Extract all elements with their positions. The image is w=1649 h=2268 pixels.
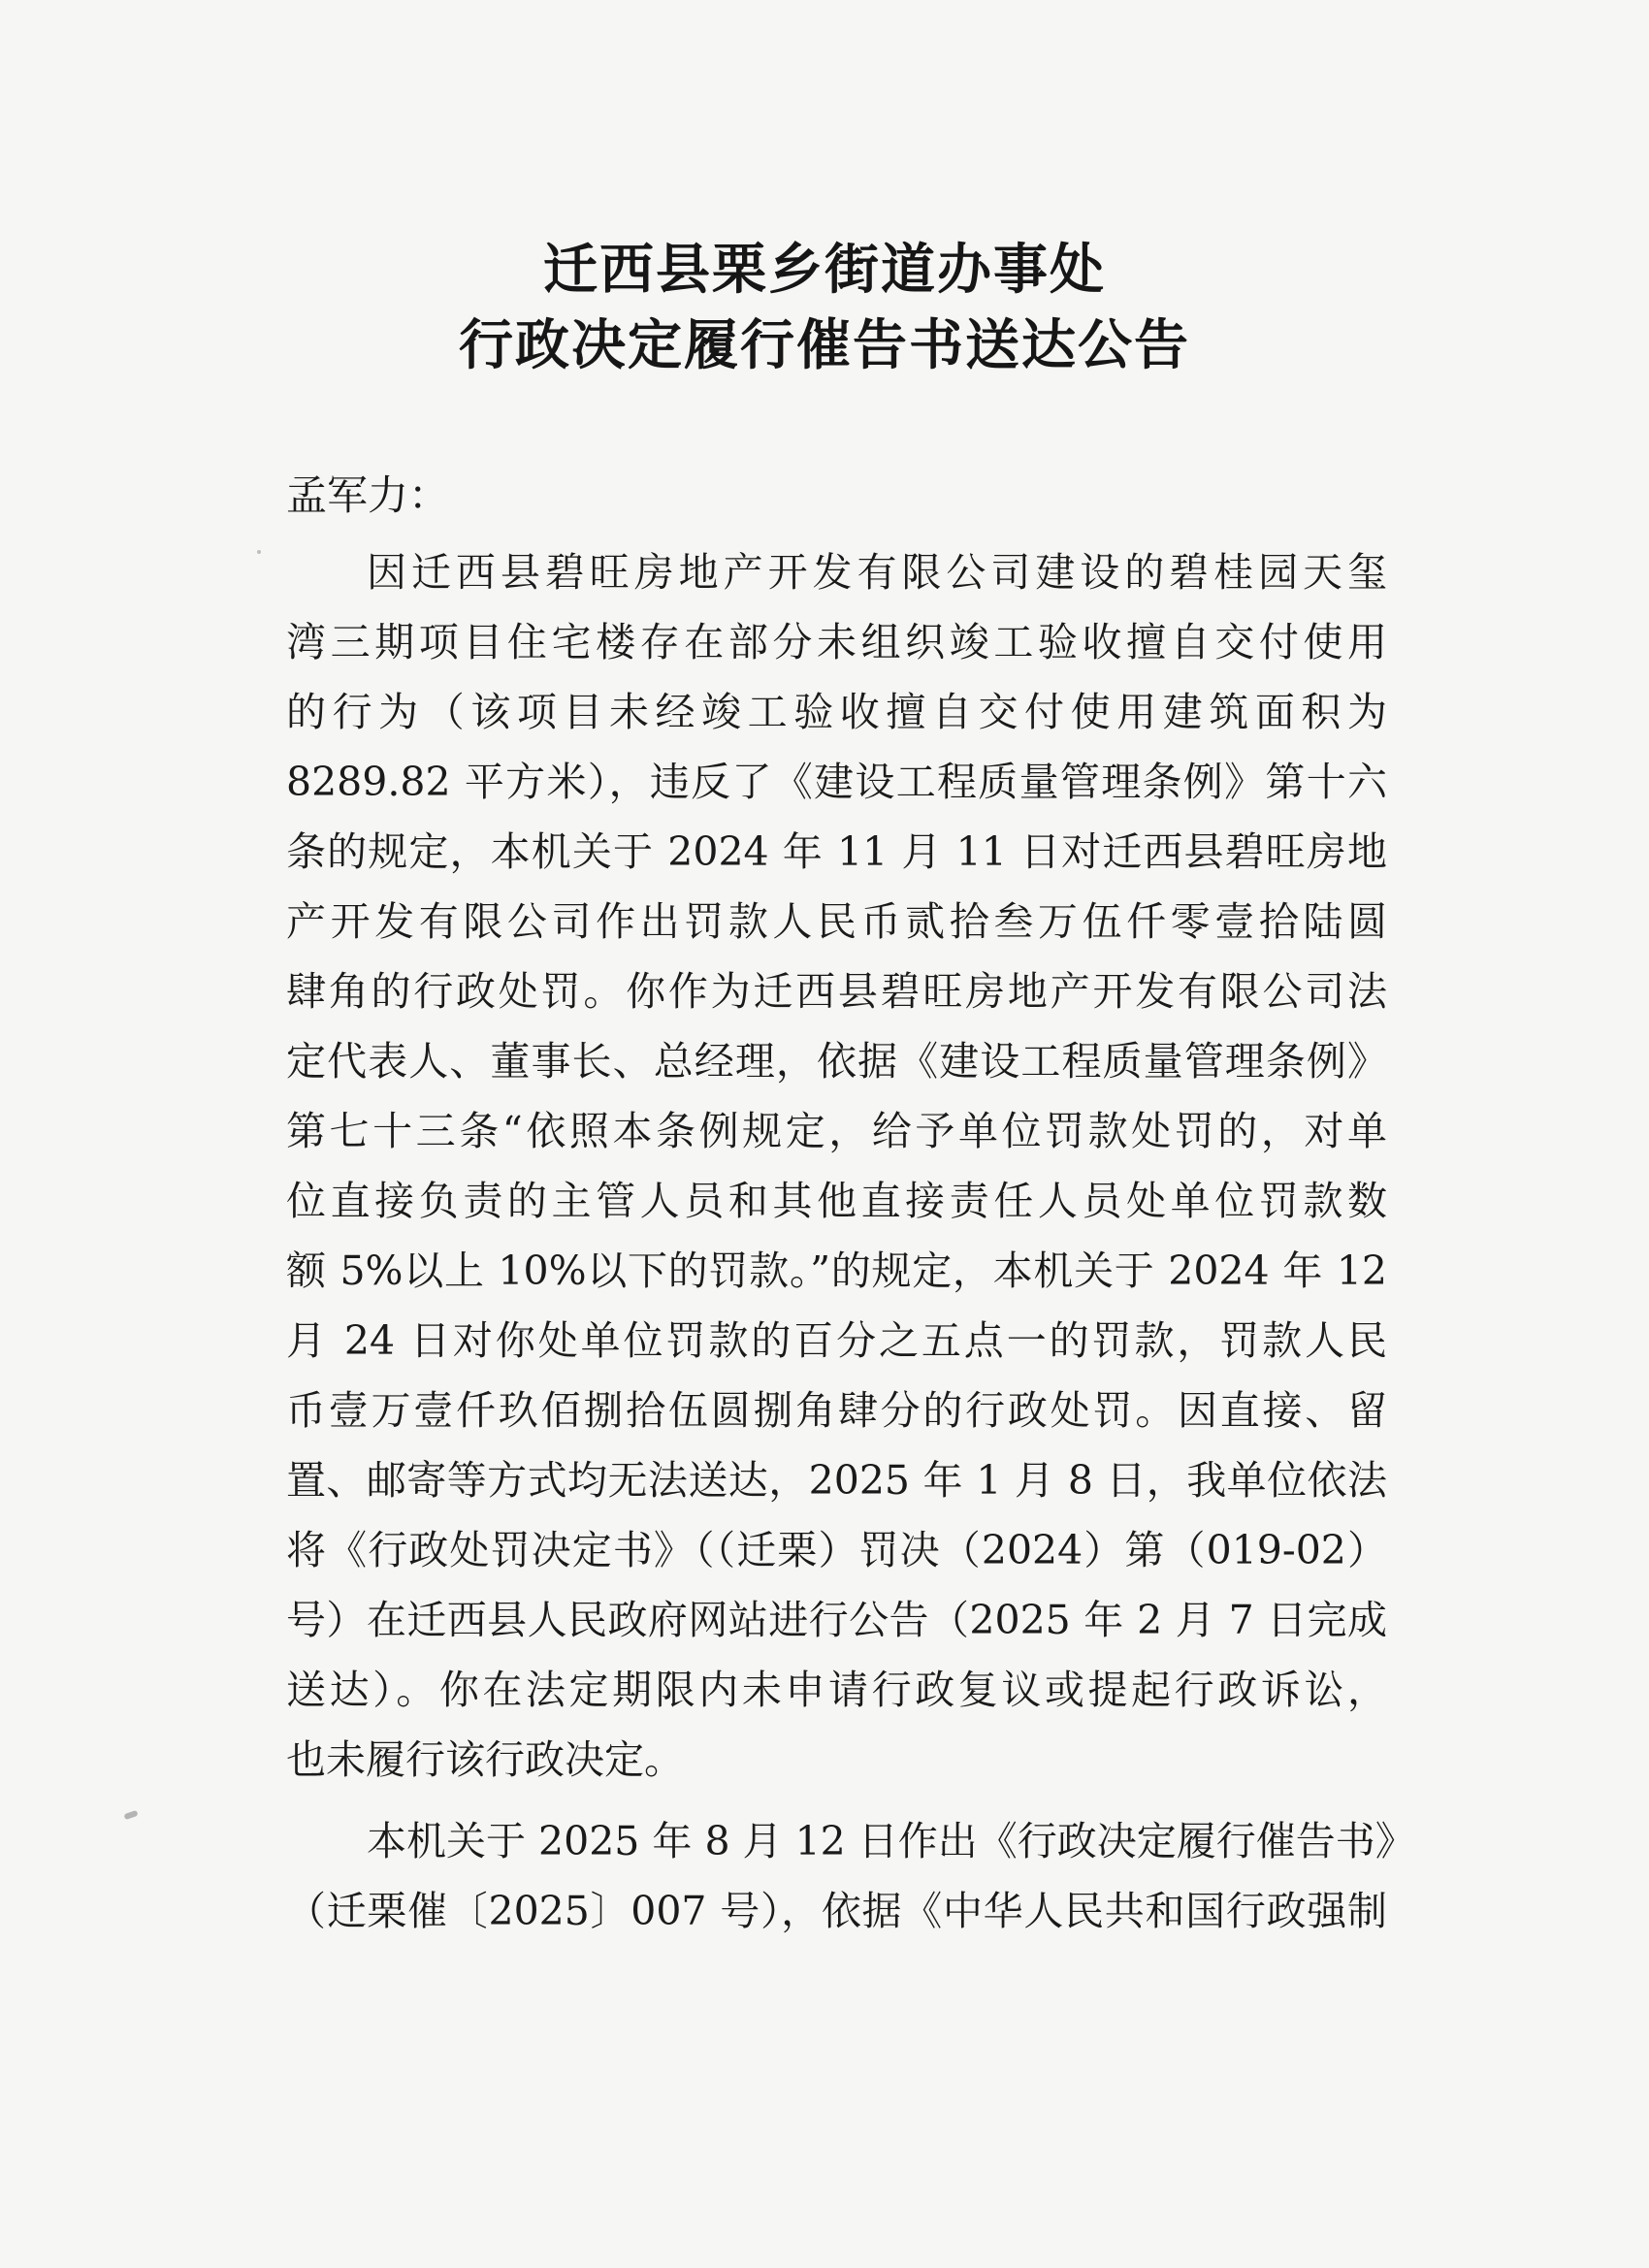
body-line: 额 5%以上 10%以下的罚款。”的规定，本机关于 2024 年 12 [286, 1247, 1387, 1294]
body-line: 的行为（该项目未经竣工验收擅自交付使用建筑面积为 [286, 689, 1387, 735]
body-line: 产开发有限公司作出罚款人民币贰拾叁万伍仟零壹拾陆圆 [286, 898, 1387, 945]
scan-speck [257, 550, 261, 554]
body-line: 号）在迁西县人民政府网站进行公告（2025 年 2 月 7 日完成 [286, 1597, 1387, 1643]
body-line: 因迁西县碧旺房地产开发有限公司建设的碧桂园天玺 [367, 549, 1387, 596]
body-line: 肆角的行政处罚。你作为迁西县碧旺房地产开发有限公司法 [286, 968, 1387, 1015]
body-line: 8289.82 平方米），违反了《建设工程质量管理条例》第十六 [286, 759, 1387, 805]
body-line: 本机关于 2025 年 8 月 12 日作出《行政决定履行催告书》 [367, 1818, 1415, 1864]
document-title-line-2: 行政决定履行催告书送达公告 [459, 313, 1190, 377]
body-line: 送达）。你在法定期限内未申请行政复议或提起行政诉讼， [286, 1667, 1387, 1713]
body-line: （迁栗催〔2025〕007 号），依据《中华人民共和国行政强制 [286, 1888, 1387, 1934]
body-line: 币壹万壹仟玖佰捌拾伍圆捌角肆分的行政处罚。因直接、留 [286, 1387, 1387, 1434]
scan-speck [123, 1810, 138, 1820]
body-line: 置、邮寄等方式均无法送达，2025 年 1 月 8 日，我单位依法 [286, 1457, 1387, 1504]
body-line: 月 24 日对你处单位罚款的百分之五点一的罚款，罚款人民 [286, 1317, 1387, 1364]
body-line: 位直接负责的主管人员和其他直接责任人员处单位罚款数 [286, 1178, 1387, 1224]
body-line: 定代表人、董事长、总经理，依据《建设工程质量管理条例》 [286, 1038, 1387, 1085]
salutation: 孟军力： [286, 471, 450, 519]
body-line: 将《行政处罚决定书》（（迁栗）罚决（2024）第（019-02） [286, 1527, 1387, 1573]
body-line: 也未履行该行政决定。 [286, 1736, 684, 1783]
body-line: 第七十三条“依照本条例规定，给予单位罚款处罚的，对单 [286, 1108, 1387, 1154]
body-line: 条的规定，本机关于 2024 年 11 月 11 日对迁西县碧旺房地 [286, 828, 1387, 875]
document-title-line-1: 迁西县栗乡街道办事处 [543, 238, 1106, 302]
body-line: 湾三期项目住宅楼存在部分未组织竣工验收擅自交付使用 [286, 619, 1387, 665]
